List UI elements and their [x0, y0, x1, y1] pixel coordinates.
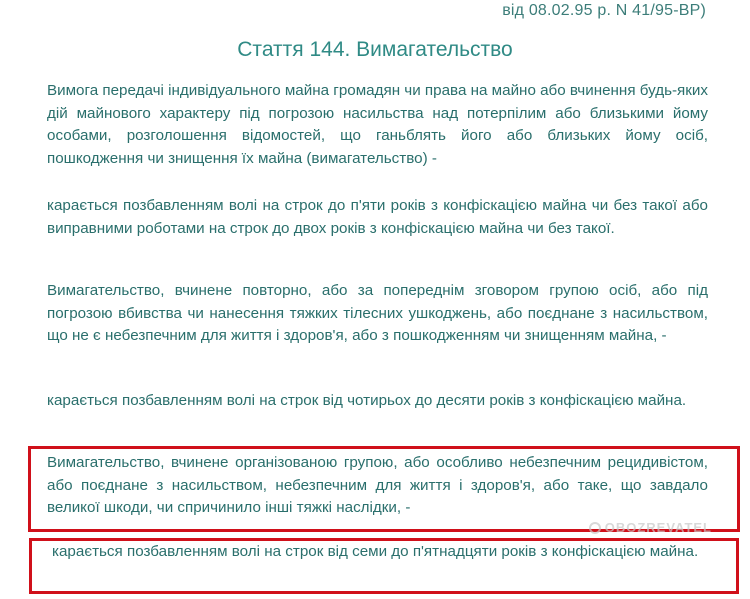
paragraph-1: Вимога передачі індивідуального майна громадян чи права на майно або вчинення будь-яких дій майнового характеру під погрозою насильства над потерпілим або близькими йому особами, розголошення відомостей, що ганьблять його або близьких йому осіб, пошкодження чи знищення їх майна (вимагательство) - — [47, 82, 708, 167]
watermark — [589, 520, 712, 535]
paragraph-5: Вимагательство, вчинене організованою групою, або особливо небезпечним рецидивістом, або поєднане з насильством, небезпечним для життя і здоров'я, або таке, що завдало великої шкоди, чи спричинило інші тяжкі наслідки, - — [47, 454, 708, 516]
article-title: Стаття 144. Вимагательство — [237, 38, 513, 61]
paragraph-4: карається позбавленням волі на строк від чотирьох до десяти років з конфіскацією майна. — [47, 392, 687, 409]
watermark-logo-icon — [589, 522, 601, 534]
watermark-text: OBOZREVATEL — [604, 520, 712, 535]
reference-line: від 08.02.95 р. N 41/95-ВР) — [502, 2, 706, 19]
paragraph-2: карається позбавленням волі на строк до п'яти років з конфіскацією майна чи без такої або виправними роботами на строк до двох років з конфіскацією майна чи без такої. — [47, 197, 708, 237]
paragraph-3: Вимагательство, вчинене повторно, або за попереднім зговором групою осіб, або під погрозою вбивства чи нанесення тяжких тілесних ушкоджень, або поєднане з насильством, що не є небезпечним для життя і здоров'я, або з пошкодженням чи знищенням майна, - — [47, 282, 708, 344]
highlight-box-2 — [29, 538, 739, 594]
paragraph-6: карається позбавленням волі на строк від семи до п'ятнадцяти років з конфіскацією майна. — [52, 543, 699, 560]
